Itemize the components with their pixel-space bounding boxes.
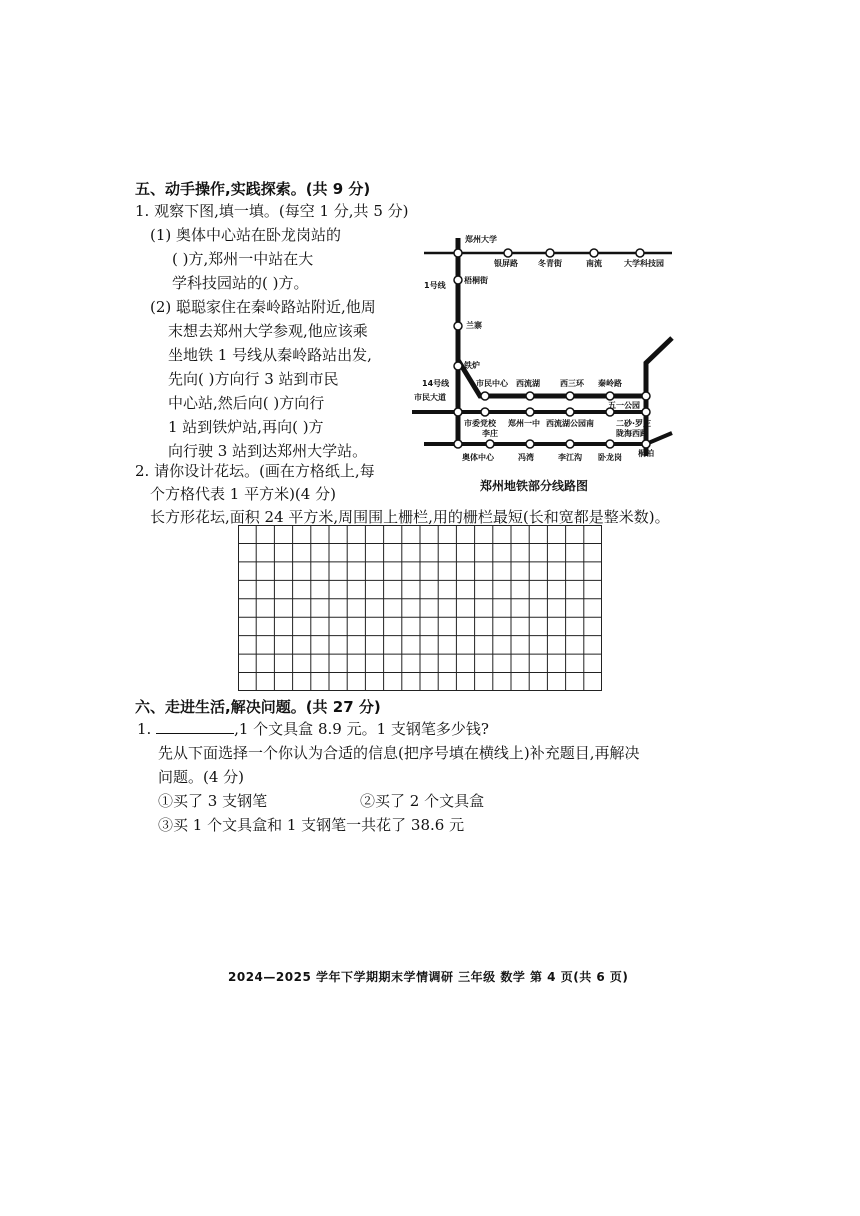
q2-prompt-line1: 2. 请你设计花坛。(画在方格纸上,每 — [135, 462, 375, 480]
q1-part1-line1: (1) 奥体中心站在卧龙岗站的 — [150, 226, 342, 244]
section5-title: 五、动手操作,实践探索。(共 9 分) — [135, 180, 371, 198]
station-zhengzhou-univ: 郑州大学 — [465, 235, 497, 244]
q1-part2-line7: 向行驶 3 站到达郑州大学站。 — [168, 442, 368, 460]
station-tongbai: 梧桐街 — [464, 276, 488, 285]
grid-paper[interactable] — [238, 525, 602, 691]
q1-prompt: 1. 观察下图,填一填。(每空 1 分,共 5 分) — [135, 202, 409, 220]
s6-option-2: ②买了 2 个文具盒 — [360, 792, 485, 810]
s6-q1-answer-blank[interactable] — [156, 719, 234, 734]
station-lanzhai: 兰寨 — [466, 321, 482, 330]
map-caption: 郑州地铁部分线路图 — [480, 479, 589, 493]
s6-q1-instr-line1: 先从下面选择一个你认为合适的信息(把序号填在横线上)补充题目,再解决 — [158, 744, 640, 762]
q1-part2-line1: (2) 聪聪家住在秦岭路站附近,他周 — [150, 298, 376, 316]
station-civic-ave: 市民大道 — [414, 393, 446, 402]
station-univ-park: 大学科技园 — [624, 259, 664, 268]
station-no1-school: 郑州一中 — [508, 419, 540, 428]
s6-q1-line — [137, 716, 489, 742]
station-yinping: 银屏路 — [494, 259, 518, 268]
station-party-school: 市委党校 — [464, 419, 496, 428]
station-xiliuhu: 西流湖 — [516, 379, 540, 388]
station-ersha-luozhuang: 二砂·罗庄 — [616, 419, 652, 428]
section6-title: 六、走进生活,解决问题。(共 27 分) — [135, 698, 381, 716]
q1-part2-line6: 1 站到铁炉站,再向( )方 — [168, 418, 324, 436]
station-wuyi-park: 五一公园 — [608, 401, 640, 410]
station-civic-center: 市民中心 — [476, 379, 508, 388]
q1-part2-line2: 末想去郑州大学参观,他应该乘 — [168, 322, 368, 340]
s6-option-1: ①买了 3 支钢笔 — [158, 792, 268, 810]
station-tielu: 铁炉 — [464, 361, 480, 370]
station-lizhuang: 李庄 — [482, 429, 498, 438]
station-tongbai2: 桐柏 — [638, 449, 654, 458]
station-qinling: 秦岭路 — [598, 379, 622, 388]
station-fengwan: 冯湾 — [518, 453, 534, 462]
q1-part2-line4: 先向( )方向行 3 站到市民 — [168, 370, 339, 388]
line1-label: 1号线 — [424, 281, 446, 290]
station-lijiangwan: 李江沟 — [558, 453, 582, 462]
s6-q1-stem: ,1 个文具盒 8.9 元。1 支钢笔多少钱? — [234, 720, 489, 738]
station-nanliu: 南流 — [586, 259, 602, 268]
s6-q1-instr-line2: 问题。(4 分) — [158, 768, 245, 786]
q1-part2-line5: 中心站,然后向( )方向行 — [168, 394, 325, 412]
station-olympic: 奥体中心 — [462, 453, 494, 462]
station-west3rd: 西三环 — [560, 379, 584, 388]
q2-prompt-line2: 个方格代表 1 平方米)(4 分) — [150, 485, 336, 503]
s6-option-3: ③买 1 个文具盒和 1 支钢笔一共花了 38.6 元 — [158, 816, 465, 834]
q1-part1-line2: ( )方,郑州一中站在大 — [172, 250, 314, 268]
q2-task: 长方形花坛,面积 24 平方米,周围围上栅栏,用的栅栏最短(长和宽都是整米数)。 — [150, 508, 670, 526]
station-xiliuhu-park: 西流湖公园南 — [546, 419, 594, 428]
station-longhai-w: 陇海西路 — [616, 429, 648, 438]
q1-part2-line3: 坐地铁 1 号线从秦岭路站出发, — [168, 346, 372, 364]
station-wolonggang: 卧龙岗 — [598, 453, 622, 462]
page-footer: 2024—2025 学年下学期期末学情调研 三年级 数学 第 4 页(共 6 页) — [228, 970, 629, 984]
q1-part1-line3: 学科技园站的( )方。 — [172, 274, 309, 292]
station-dongqing: 冬青街 — [538, 259, 562, 268]
metro-map — [410, 228, 680, 498]
line14-label: 14号线 — [422, 379, 450, 388]
s6-q1-number: 1. — [137, 720, 152, 738]
